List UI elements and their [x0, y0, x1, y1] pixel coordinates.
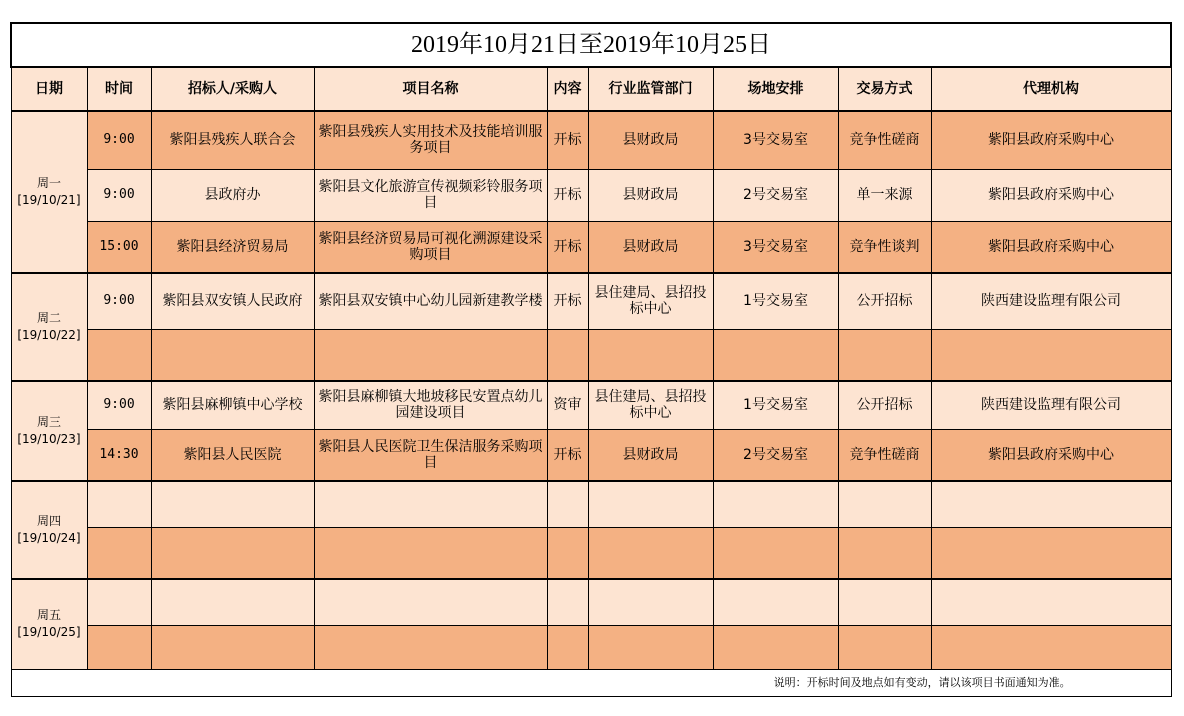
cell-time: [87, 527, 151, 579]
header-buyer: 招标人/采购人: [151, 67, 314, 111]
day-cell: [11, 579, 87, 669]
table-row: [11, 429, 1171, 481]
cell-dept: 县财政局: [588, 221, 713, 273]
cell-mode: [838, 481, 931, 527]
cell-agent: [931, 579, 1171, 625]
table-row: [11, 579, 1171, 625]
cell-buyer: [151, 527, 314, 579]
header-agent: 代理机构: [931, 67, 1171, 111]
table-row: [11, 625, 1171, 669]
day-label: 周三: [36, 415, 61, 429]
cell-room: 3号交易室: [713, 111, 838, 169]
cell-buyer: 紫阳县残疾人联合会: [151, 111, 314, 169]
cell-content: [547, 329, 588, 381]
cell-time: [87, 481, 151, 527]
cell-mode: [838, 329, 931, 381]
cell-buyer: 紫阳县双安镇人民政府: [151, 273, 314, 329]
cell-dept: 县财政局: [588, 169, 713, 221]
day-label: 周四: [36, 514, 61, 528]
day-date: [19/10/22]: [17, 328, 81, 342]
cell-project: [314, 527, 547, 579]
page-title: 2019年10月21日至2019年10月25日: [11, 23, 1171, 67]
cell-content: 开标: [547, 221, 588, 273]
table-row: [11, 111, 1171, 169]
table-row: [11, 527, 1171, 579]
day-date: [19/10/23]: [17, 432, 81, 446]
cell-room: [713, 329, 838, 381]
day-date: [19/10/21]: [17, 193, 81, 207]
cell-agent: 紫阳县政府采购中心: [931, 111, 1171, 169]
cell-mode: 公开招标: [838, 273, 931, 329]
cell-time: 9:00: [87, 111, 151, 169]
cell-buyer: 紫阳县麻柳镇中心学校: [151, 381, 314, 429]
cell-agent: [931, 481, 1171, 527]
day-label: 周一: [36, 176, 61, 190]
cell-content: 开标: [547, 429, 588, 481]
cell-room: 1号交易室: [713, 273, 838, 329]
header-dept: 行业监管部门: [588, 67, 713, 111]
cell-time: 9:00: [87, 381, 151, 429]
cell-agent: 陕西建设监理有限公司: [931, 381, 1171, 429]
table-row: [11, 169, 1171, 221]
table-row: [11, 481, 1171, 527]
schedule-table: [10, 22, 1172, 697]
day-label: 周二: [36, 311, 61, 325]
cell-room: 1号交易室: [713, 381, 838, 429]
cell-content: [547, 625, 588, 669]
cell-time: [87, 579, 151, 625]
day-cell: [11, 273, 87, 381]
cell-mode: 竞争性谈判: [838, 221, 931, 273]
header-row: [11, 67, 1171, 111]
cell-project: 紫阳县双安镇中心幼儿园新建教学楼: [314, 273, 547, 329]
header-time: 时间: [87, 67, 151, 111]
cell-room: [713, 625, 838, 669]
header-mode: 交易方式: [838, 67, 931, 111]
cell-content: 开标: [547, 111, 588, 169]
cell-buyer: 县政府办: [151, 169, 314, 221]
cell-buyer: 紫阳县经济贸易局: [151, 221, 314, 273]
cell-dept: [588, 625, 713, 669]
cell-buyer: 紫阳县人民医院: [151, 429, 314, 481]
cell-project: 紫阳县残疾人实用技术及技能培训服务项目: [314, 111, 547, 169]
cell-project: 紫阳县经济贸易局可视化溯源建设采购项目: [314, 221, 547, 273]
cell-room: [713, 579, 838, 625]
cell-project: [314, 579, 547, 625]
cell-content: 资审: [547, 381, 588, 429]
day-cell: [11, 481, 87, 579]
cell-mode: 竞争性磋商: [838, 111, 931, 169]
cell-content: [547, 527, 588, 579]
table-row: [11, 381, 1171, 429]
schedule-sheet: [10, 22, 1170, 704]
cell-project: 紫阳县人民医院卫生保洁服务采购项目: [314, 429, 547, 481]
cell-mode: [838, 579, 931, 625]
cell-agent: [931, 527, 1171, 579]
cell-time: 9:00: [87, 273, 151, 329]
cell-time: 14:30: [87, 429, 151, 481]
day-date: [19/10/25]: [17, 625, 81, 640]
cell-dept: 县住建局、县招投标中心: [588, 381, 713, 429]
cell-agent: 紫阳县政府采购中心: [931, 221, 1171, 273]
cell-dept: [588, 527, 713, 579]
cell-time: 9:00: [87, 169, 151, 221]
cell-project: 紫阳县文化旅游宣传视频彩铃服务项目: [314, 169, 547, 221]
cell-time: [87, 329, 151, 381]
cell-time: [87, 625, 151, 669]
cell-project: 紫阳县麻柳镇大地坡移民安置点幼儿园建设项目: [314, 381, 547, 429]
table-row: [11, 273, 1171, 329]
cell-time: 15:00: [87, 221, 151, 273]
day-cell: [11, 381, 87, 481]
cell-mode: 单一来源: [838, 169, 931, 221]
cell-project: [314, 481, 547, 527]
cell-room: 2号交易室: [713, 169, 838, 221]
cell-buyer: [151, 579, 314, 625]
cell-agent: [931, 625, 1171, 669]
header-room: 场地安排: [713, 67, 838, 111]
table-row: [11, 329, 1171, 381]
cell-room: [713, 481, 838, 527]
cell-dept: 县财政局: [588, 429, 713, 481]
header-content: 内容: [547, 67, 588, 111]
cell-mode: [838, 527, 931, 579]
cell-room: [713, 527, 838, 579]
day-cell: [11, 111, 87, 273]
cell-dept: 县财政局: [588, 111, 713, 169]
day-label: 周五: [36, 608, 61, 623]
cell-agent: 紫阳县政府采购中心: [931, 429, 1171, 481]
cell-dept: [588, 481, 713, 527]
cell-agent: 陕西建设监理有限公司: [931, 273, 1171, 329]
cell-room: 3号交易室: [713, 221, 838, 273]
cell-buyer: [151, 625, 314, 669]
cell-content: [547, 481, 588, 527]
cell-dept: 县住建局、县招投标中心: [588, 273, 713, 329]
cell-content: 开标: [547, 169, 588, 221]
cell-mode: 公开招标: [838, 381, 931, 429]
cell-buyer: [151, 329, 314, 381]
cell-buyer: [151, 481, 314, 527]
cell-agent: 紫阳县政府采购中心: [931, 169, 1171, 221]
cell-dept: [588, 579, 713, 625]
cell-content: [547, 579, 588, 625]
cell-dept: [588, 329, 713, 381]
footnote: 说明：开标时间及地点如有变动，请以该项目书面通知为准。: [11, 669, 1171, 696]
cell-project: [314, 329, 547, 381]
table-row: [11, 221, 1171, 273]
cell-mode: [838, 625, 931, 669]
cell-room: 2号交易室: [713, 429, 838, 481]
cell-project: [314, 625, 547, 669]
header-date: 日期: [11, 67, 87, 111]
header-project: 项目名称: [314, 67, 547, 111]
cell-agent: [931, 329, 1171, 381]
day-date: [19/10/24]: [17, 531, 81, 545]
cell-mode: 竞争性磋商: [838, 429, 931, 481]
cell-content: 开标: [547, 273, 588, 329]
